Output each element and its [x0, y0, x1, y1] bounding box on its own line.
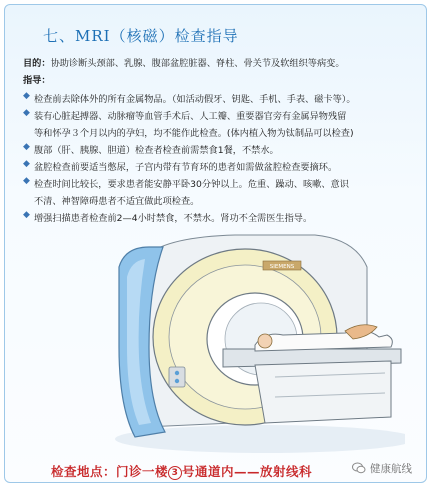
location-prefix: 检查地点：门诊一楼 — [51, 464, 169, 479]
channel-number-badge: 3 — [168, 466, 182, 480]
watermark — [352, 461, 412, 477]
purpose-text: 协助诊断头颈部、乳腺、腹部盆腔脏器、脊柱、骨关节及软组织等病变。 — [50, 58, 345, 69]
wechat-icon — [352, 462, 366, 477]
purpose-line — [23, 57, 345, 70]
bullet-icon: ◆ — [23, 142, 30, 152]
guide-item-text: 不清、神智障碍患者不适宜做此项检查。 — [34, 196, 200, 207]
bullet-icon: ◆ — [23, 91, 30, 101]
guide-item-text: 腹部（肝、胰腺、胆道）检查者检查前需禁食1餐，不禁水。 — [34, 145, 279, 156]
control-button — [175, 371, 179, 375]
bullet-icon: ◆ — [23, 108, 30, 118]
guide-item-text: 等和怀孕３个月以内的孕妇，均不能作此检查。(体内植入物为钛制品可以检查) — [34, 128, 354, 139]
guide-label: 指导： — [23, 75, 51, 86]
guide-item-text: 检查时间比较长，要求患者能安静平卧30分钟以上。危重、躁动、咳嗽、意识 — [34, 179, 349, 190]
bullet-icon: ◆ — [23, 176, 30, 186]
brand-label: SIEMENS — [269, 264, 295, 270]
patient-body — [255, 331, 392, 351]
guide-item-text: 装有心脏起搏器、动脉瘤等血管手术后、人工瓣、重要器官旁有金属异物残留 — [34, 111, 347, 122]
mri-scanner-illustration — [105, 227, 405, 457]
control-button — [175, 379, 179, 383]
watermark-text: 健康航线 — [370, 463, 412, 475]
bullet-icon: ◆ — [23, 159, 30, 169]
control-panel — [169, 367, 185, 387]
guide-item-text: 检查前去除体外的所有金属物品。（如活动假牙、钥匙、手机、手表、磁卡等）。 — [34, 94, 356, 105]
page-title: 七、MRI（核磁）检查指导 — [43, 27, 239, 45]
content-card — [4, 4, 427, 483]
bullet-icon: ◆ — [23, 210, 30, 220]
patient-head — [258, 334, 272, 348]
purpose-label: 目的： — [23, 58, 51, 69]
exam-location — [51, 462, 312, 480]
patient-table-base — [255, 361, 391, 423]
guide-item-text: 盆腔检查前要适当憋尿，子宫内带有节育环的患者如需做盆腔检查要摘环。 — [34, 162, 338, 173]
location-suffix: 号通道内——放射线科 — [182, 464, 313, 479]
guide-item-text: 增强扫描患者检查前2—4小时禁食，不禁水。肾功不全需医生指导。 — [34, 213, 313, 224]
